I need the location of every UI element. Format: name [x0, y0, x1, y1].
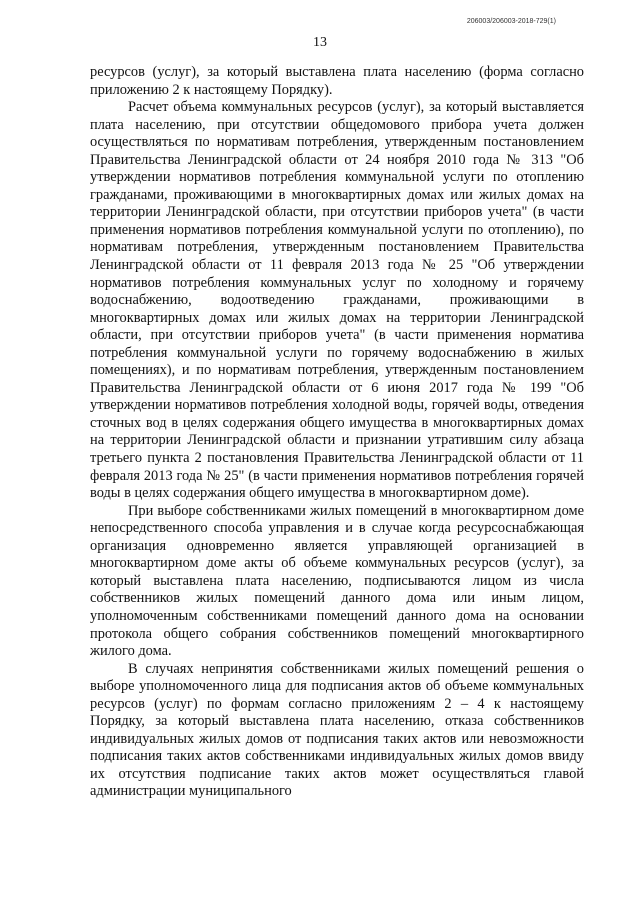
document-code: 206003/206003-2018-729(1) — [466, 18, 556, 25]
paragraph-direct-management: При выборе собственниками жилых помещений в многоквартирном доме непосредственного способа управления и в случае когда ресурсоснабжающая организация одновременно является управляющей организацией в многоквартирном доме акты об объеме коммунальных ресурсов (услуг), за который выставлена плата населению, подписываются лицом из числа собственников жилых помещений данного дома или иным лицом, уполномоченным собственниками помещений данного дома на основании протокола общего собрания собственников помещений многоквартирного жилого дома. — [90, 502, 584, 660]
paragraph-continuation: ресурсов (услуг), за который выставлена плата населению (форма согласно приложению 2 к настоящему Порядку). — [90, 64, 584, 98]
paragraph-calculation: Расчет объема коммунальных ресурсов (услуг), за который выставляется плата населению, при отсутствии общедомового прибора учета должен осуществляться по нормативам потребления, утвержденным постановлением Правительства Ленинградской области от 24 ноября 2010 года № 313 "Об утверждении нормативов потребления коммунальной услуги по отоплению гражданами, проживающими в многоквартирных домах или жилых домах на территории Ленинградской области, при отсутствии приборов учета" (в части применения нормативов потребления коммунальной услуги по отоплению), по нормативам потребления, утвержденным постановлением Правительства Ленинградской области от 11 февраля 2013 года № 25 "Об утверждении нормативов потребления коммунальных услуг по холодному и горячему водоснабжению, водоотведению гражданами, проживающими в многоквартирных домах или жилых домах на территории Ленинградской области, при отсутствии приборов учета" (в части применения норматива потребления коммунальной услуги по горячему водоснабжению в жилых помещениях), и по нормативам потребления, утвержденным постановлением Правительства Ленинградской области от 6 июня 2017 года № 199 "Об утверждении нормативов потребления холодной воды, горячей воды, отведения сточных вод в целях содержания общего имущества в многоквартирных домах на территории Ленинградской области и признании утратившим силу абзаца третьего пункта 2 постановления Правительства Ленинградской области от 11 февраля 2013 года № 25" (в части применения нормативов потребления горячей воды в целях содержания общего имущества в многоквартирном доме). — [90, 99, 584, 502]
page-number: 13 — [313, 35, 327, 50]
document-body — [90, 64, 584, 801]
paragraph-signing-cases: В случаях непринятия собственниками жилых помещений решения о выборе уполномоченного лица для подписания актов об объеме коммунальных ресурсов (услуг) по формам согласно приложениям 2 – 4 к настоящему Порядку, за который выставлена плата населению, отказа собственников индивидуальных жилых домов от подписания таких актов или невозможности подписания таких актов собственниками индивидуальных жилых домов ввиду их отсутствия подписание таких актов может осуществляться главой администрации муниципального — [90, 660, 584, 800]
